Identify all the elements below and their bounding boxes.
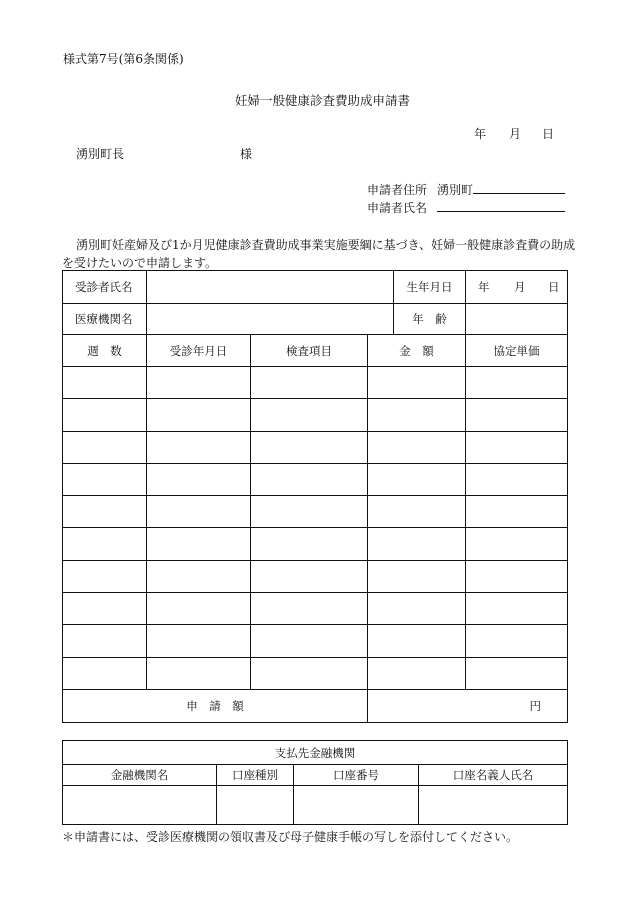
bank-title: 支払先金融機関 bbox=[63, 741, 568, 765]
row-weeks[interactable] bbox=[63, 625, 147, 657]
row-amount[interactable] bbox=[368, 625, 466, 657]
row-unit-price[interactable] bbox=[466, 496, 568, 528]
attachment-note: ＊申請書には、受診医療機関の領収書及び母子健康手帳の写しを添付してください。 bbox=[62, 830, 519, 844]
row-exam-items[interactable] bbox=[251, 657, 368, 689]
age-cell[interactable] bbox=[466, 304, 568, 335]
total-row bbox=[63, 689, 568, 722]
row-amount[interactable] bbox=[368, 528, 466, 560]
header-visit-date: 受診年月日 bbox=[147, 335, 251, 367]
row-amount[interactable] bbox=[368, 496, 466, 528]
row-amount[interactable] bbox=[368, 463, 466, 495]
row-exam-items[interactable] bbox=[251, 463, 368, 495]
total-label: 申 請 額 bbox=[63, 689, 368, 722]
table-row bbox=[63, 528, 568, 560]
institution-label: 医療機関名 bbox=[63, 304, 147, 335]
honorific: 様 bbox=[240, 147, 253, 161]
row-weeks[interactable] bbox=[63, 399, 147, 431]
row-unit-price[interactable] bbox=[466, 625, 568, 657]
row-weeks[interactable] bbox=[63, 528, 147, 560]
body-text-line2: を受けたいので申請します。 bbox=[62, 256, 218, 270]
row-visit-date[interactable] bbox=[147, 431, 251, 463]
row-visit-date[interactable] bbox=[147, 463, 251, 495]
row-weeks[interactable] bbox=[63, 367, 147, 399]
row-exam-items[interactable] bbox=[251, 399, 368, 431]
row-unit-price[interactable] bbox=[466, 463, 568, 495]
applicant-name-label: 申請者氏名 bbox=[367, 201, 428, 215]
table-row bbox=[63, 463, 568, 495]
birthdate-day: 日 bbox=[548, 279, 560, 294]
bank-header-account-type: 口座種別 bbox=[217, 765, 294, 786]
bank-account-number-cell[interactable] bbox=[294, 786, 419, 825]
header-weeks: 週 数 bbox=[63, 335, 147, 367]
table-header-row bbox=[63, 335, 568, 367]
row-unit-price[interactable] bbox=[466, 399, 568, 431]
row-weeks[interactable] bbox=[63, 560, 147, 592]
table-row bbox=[63, 431, 568, 463]
table-row bbox=[63, 496, 568, 528]
row-weeks[interactable] bbox=[63, 657, 147, 689]
form-title: 妊婦一般健康診査費助成申請書 bbox=[235, 93, 411, 108]
patient-name-cell[interactable] bbox=[147, 271, 394, 304]
bank-header-account-holder: 口座名義人氏名 bbox=[419, 765, 568, 786]
date-month: 月 bbox=[509, 127, 522, 141]
patient-name-label: 受診者氏名 bbox=[63, 271, 147, 304]
row-amount[interactable] bbox=[368, 399, 466, 431]
table-row bbox=[63, 560, 568, 592]
row-weeks[interactable] bbox=[63, 463, 147, 495]
row-exam-items[interactable] bbox=[251, 593, 368, 625]
body-text-line1: 湧別町妊産婦及び1か月児健康診査費助成事業実施要綱に基づき、妊婦一般健康診査費の助成 bbox=[76, 238, 576, 252]
yen-unit: 円 bbox=[529, 698, 542, 713]
row-exam-items[interactable] bbox=[251, 560, 368, 592]
age-label: 年 齢 bbox=[394, 304, 466, 335]
application-table bbox=[62, 270, 568, 723]
applicant-address-label: 申請者住所 bbox=[367, 183, 428, 197]
table-row bbox=[63, 625, 568, 657]
row-amount[interactable] bbox=[368, 367, 466, 399]
bank-header-institution: 金融機関名 bbox=[63, 765, 217, 786]
row-exam-items[interactable] bbox=[251, 367, 368, 399]
row-visit-date[interactable] bbox=[147, 496, 251, 528]
row-exam-items[interactable] bbox=[251, 625, 368, 657]
table-row bbox=[63, 593, 568, 625]
row-unit-price[interactable] bbox=[466, 367, 568, 399]
row-visit-date[interactable] bbox=[147, 625, 251, 657]
birthdate-cell[interactable] bbox=[466, 271, 568, 304]
table-row bbox=[63, 399, 568, 431]
row-visit-date[interactable] bbox=[147, 593, 251, 625]
bank-input-row bbox=[63, 786, 568, 825]
row-exam-items[interactable] bbox=[251, 528, 368, 560]
row-amount[interactable] bbox=[368, 431, 466, 463]
row-amount[interactable] bbox=[368, 560, 466, 592]
row-weeks[interactable] bbox=[63, 431, 147, 463]
row-unit-price[interactable] bbox=[466, 560, 568, 592]
applicant-name-field[interactable] bbox=[437, 199, 565, 215]
birthdate-month: 月 bbox=[514, 279, 526, 294]
row-unit-price[interactable] bbox=[466, 593, 568, 625]
form-number: 様式第7号(第6条関係) bbox=[63, 52, 184, 66]
header-exam-items: 検査項目 bbox=[251, 335, 368, 367]
bank-header-account-number: 口座番号 bbox=[294, 765, 419, 786]
header-unit-price: 協定単価 bbox=[466, 335, 568, 367]
birthdate-label: 生年月日 bbox=[394, 271, 466, 304]
applicant-address-line bbox=[473, 181, 565, 194]
birthdate-year: 年 bbox=[478, 279, 490, 294]
bank-account-holder-cell[interactable] bbox=[419, 786, 568, 825]
row-visit-date[interactable] bbox=[147, 560, 251, 592]
row-exam-items[interactable] bbox=[251, 431, 368, 463]
bank-account-type-cell[interactable] bbox=[217, 786, 294, 825]
row-weeks[interactable] bbox=[63, 496, 147, 528]
bank-table bbox=[62, 740, 568, 825]
row-weeks[interactable] bbox=[63, 593, 147, 625]
bank-header-row bbox=[63, 765, 568, 786]
date-year: 年 bbox=[474, 127, 487, 141]
applicant-name-line bbox=[437, 199, 565, 212]
row-unit-price[interactable] bbox=[466, 528, 568, 560]
applicant-address-prefix: 湧別町 bbox=[437, 183, 474, 197]
addressee: 湧別町長 bbox=[76, 147, 125, 161]
table-row bbox=[63, 367, 568, 399]
header-amount: 金 額 bbox=[368, 335, 466, 367]
institution-cell[interactable] bbox=[147, 304, 394, 335]
applicant-address-field[interactable] bbox=[437, 181, 565, 198]
total-amount-cell[interactable] bbox=[368, 689, 568, 722]
row-visit-date[interactable] bbox=[147, 657, 251, 689]
bank-institution-cell[interactable] bbox=[63, 786, 217, 825]
row-unit-price[interactable] bbox=[466, 431, 568, 463]
date-day: 日 bbox=[542, 127, 555, 141]
row-visit-date[interactable] bbox=[147, 399, 251, 431]
row-visit-date[interactable] bbox=[147, 528, 251, 560]
row-unit-price[interactable] bbox=[466, 657, 568, 689]
row-visit-date[interactable] bbox=[147, 367, 251, 399]
row-amount[interactable] bbox=[368, 593, 466, 625]
table-row bbox=[63, 657, 568, 689]
row-amount[interactable] bbox=[368, 657, 466, 689]
row-exam-items[interactable] bbox=[251, 496, 368, 528]
